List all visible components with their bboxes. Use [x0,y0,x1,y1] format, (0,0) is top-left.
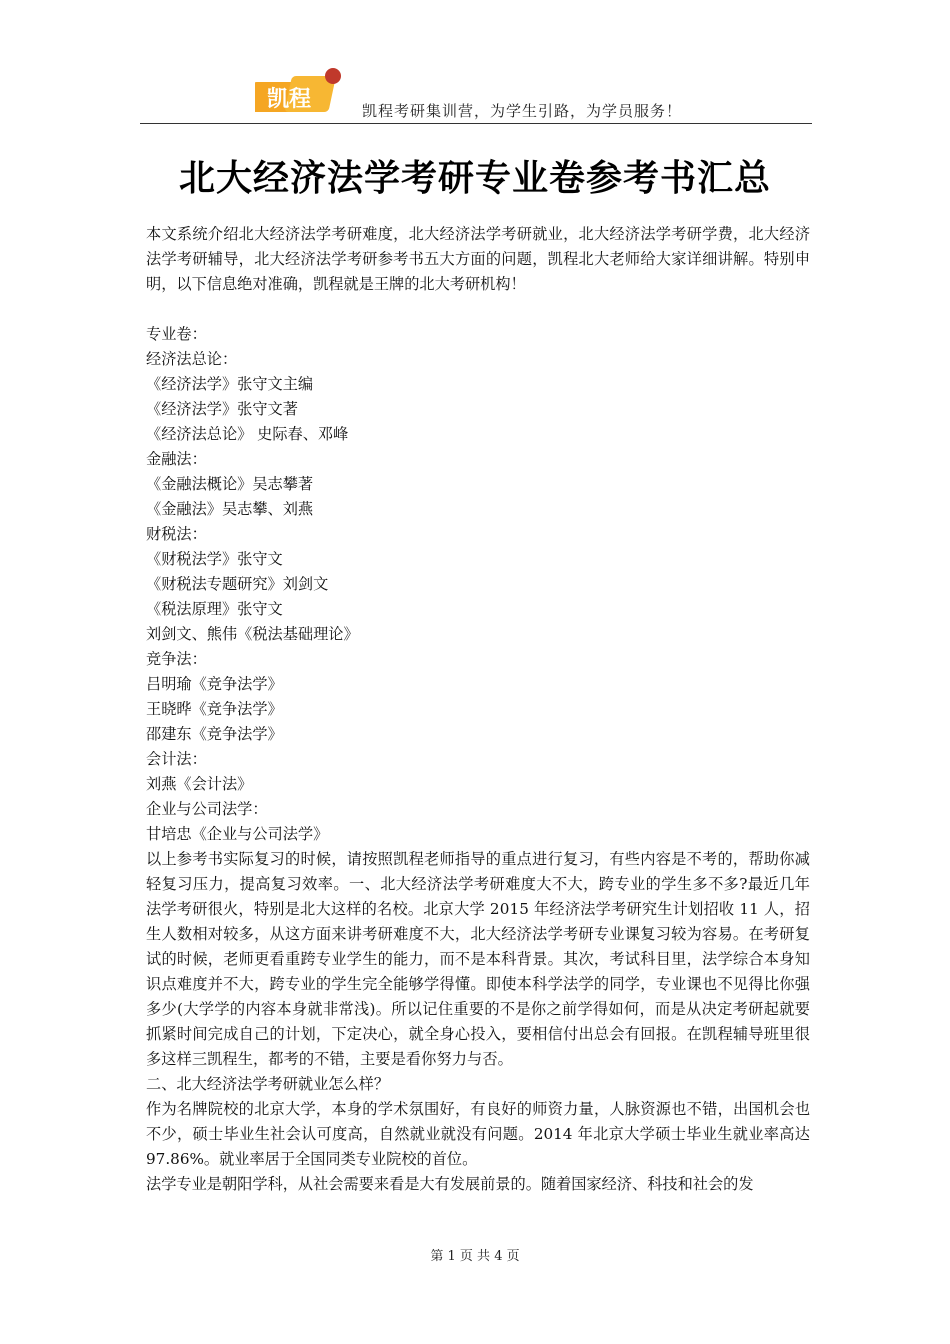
list-item: 王晓晔《竞争法学》 [146,700,283,718]
article-body [146,222,810,1197]
list-item: 财税法： [146,525,207,543]
page-title: 北大经济法学考研专业卷参考书汇总 [178,157,771,199]
list-item: 会计法： [146,750,207,768]
logo-text: 凯程 [267,87,312,112]
list-item: 《金融法概论》吴志攀著 [146,475,314,493]
list-item: 吕明瑜《竞争法学》 [146,675,283,693]
page-footer: 第 1 页 共 4 页 [430,1249,520,1264]
list-item: 金融法： [146,450,207,468]
list-item: 《税法原理》张守文 [146,600,283,618]
list-item: 专业卷： [146,325,207,343]
intro-paragraph: 本文系统介绍北大经济法学考研难度，北大经济法学考研就业，北大经济法学考研学费，北大经济法学考研辅导，北大经济法学考研参考书五大方面的问题，凯程北大老师给大家详细讲解。特别申明，以下信息绝对准确，凯程就是王牌的北大考研机构！ [146,225,810,293]
paragraph-gap [146,297,810,322]
list-item: 竞争法： [146,650,207,668]
prospect-paragraph: 法学专业是朝阳学科，从社会需要来看是大有发展前景的。随着国家经济、科技和社会的发 [146,1175,754,1193]
header-tagline: 凯程考研集训营，为学生引路，为学员服务！ [362,102,683,120]
list-item: 《财税法专题研究》刘剑文 [146,575,329,593]
reference-book-list [146,322,810,847]
list-item: 经济法总论： [146,350,238,368]
list-item: 邵建东《竞争法学》 [146,725,283,743]
difficulty-paragraph: 以上参考书实际复习的时候，请按照凯程老师指导的重点进行复习，有些内容是不考的，帮助你减轻复习压力，提高复习效率。一、北大经济法学考研难度大不大，跨专业的学生多不多?最近几年法学考研很火，特别是北大这样的名校。北京大学 2015 年经济法学考研究生计划招收 11 人，招生人数相对较多，从这方面来讲考研难度不大，北大经济法学考研专业课复习较为容易。在考研复试的时候，老师更看重跨专业学生的能力，而不是本科背景。其次，考试科目里，法学综合本身知识点难度并不大，跨专业的学生完全能够学得懂。即使本科学法学的同学，专业课也不见得比你强多少(大学学的内容本身就非常浅)。所以记住重要的不是你之前学得如何，而是从决定考研起就要抓紧时间完成自己的计划，下定决心，就全身心投入，要相信付出总会有回报。在凯程辅导班里很多这样三凯程生，都考的不错，主要是看你努力与否。 [146,850,810,1068]
list-item: 《经济法学》张守文著 [146,400,298,418]
list-item: 《财税法学》张守文 [146,550,283,568]
kaicheng-logo [255,62,347,116]
header-divider [140,123,812,124]
employment-paragraph: 作为名牌院校的北京大学，本身的学术氛围好，有良好的师资力量，人脉资源也不错，出国机会也不少，硕士毕业生社会认可度高，自然就业就没有问题。2014 年北京大学硕士毕业生就业率高达 97.86%。就业率居于全国同类专业院校的首位。 [146,1100,810,1168]
list-item: 刘燕《会计法》 [146,775,253,793]
section-heading-employment: 二、北大经济法学考研就业怎么样？ [146,1075,389,1093]
list-item: 《经济法总论》 史际春、邓峰 [146,425,349,443]
list-item: 《金融法》吴志攀、刘燕 [146,500,314,518]
list-item: 《经济法学》张守文主编 [146,375,314,393]
list-item: 刘剑文、熊伟《税法基础理论》 [146,625,359,643]
list-item: 企业与公司法学： [146,800,268,818]
list-item: 甘培忠《企业与公司法学》 [146,825,329,843]
